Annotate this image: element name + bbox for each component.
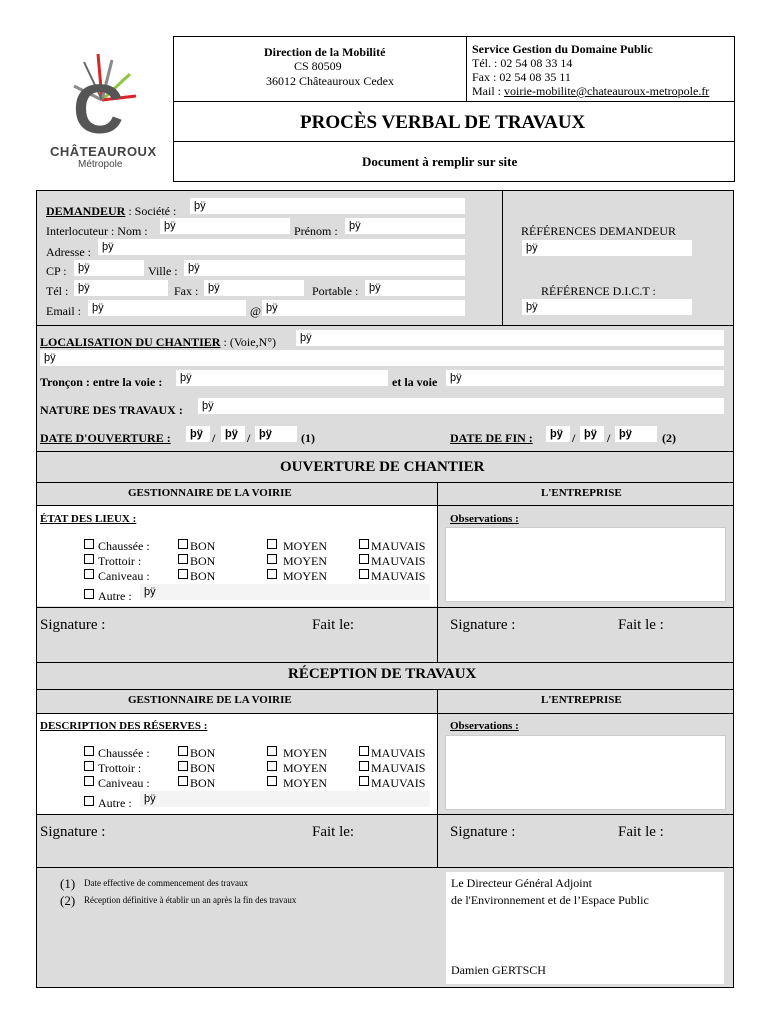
troncon-field-1[interactable]: þÿ	[176, 370, 388, 386]
direction-cs: CS 80509	[294, 59, 342, 73]
service-fax: Fax : 02 54 08 35 11	[472, 70, 571, 84]
prenom-field[interactable]: þÿ	[345, 218, 465, 234]
voie-field-2[interactable]: þÿ	[40, 350, 724, 366]
ouv-trottoir-moyen[interactable]	[267, 554, 277, 564]
mauvais-label: MAUVAIS	[371, 539, 426, 553]
director-name: Damien GERTSCH	[451, 963, 546, 977]
localisation-label: LOCALISATION DU CHANTIER : (Voie,N°)	[40, 335, 277, 349]
bon-label: BON	[190, 776, 216, 790]
date-ouverture-day[interactable]: þÿ	[186, 426, 210, 442]
nom-field[interactable]: þÿ	[160, 218, 290, 234]
portable-field[interactable]: þÿ	[365, 280, 465, 296]
troncon-field-2[interactable]: þÿ	[446, 370, 724, 386]
footnote-2-text: Réception définitive à établir un an après la fin des travaux	[84, 895, 297, 905]
ouv-autre-checkbox[interactable]	[84, 589, 94, 599]
mauvais-label: MAUVAIS	[371, 569, 426, 583]
note1-ref: (1)	[301, 431, 315, 445]
director-title-2: de l'Environnement et de l’Espace Public	[451, 893, 649, 907]
email-field[interactable]: þÿ	[88, 300, 246, 316]
direction-title: Direction de la Mobilité	[264, 45, 386, 59]
ouv-signature-label: Signature :	[40, 617, 106, 633]
ouv-autre-label: Autre :	[98, 589, 132, 603]
ouv-chaussee-checkbox[interactable]	[84, 539, 94, 549]
tel-label: Tél :	[46, 284, 69, 298]
rec-fait-le-label: Fait le:	[312, 824, 355, 840]
troncon-label: Tronçon : entre la voie :	[40, 375, 163, 389]
rec-autre-checkbox[interactable]	[84, 796, 94, 806]
logo	[40, 40, 165, 175]
ville-label: Ville :	[148, 264, 178, 278]
ouverture-observations-field[interactable]	[445, 527, 726, 602]
date-fin-label: DATE DE FIN :	[450, 431, 533, 445]
ouv-chaussee-label: Chaussée :	[98, 539, 150, 553]
service-mail	[472, 85, 709, 97]
bon-label: BON	[190, 539, 216, 553]
mauvais-label: MAUVAIS	[371, 746, 426, 760]
date-ouverture-year[interactable]: þÿ	[255, 426, 297, 442]
rec-chaussee-mauvais[interactable]	[359, 746, 369, 756]
interlocuteur-label: Interlocuteur : Nom :	[46, 224, 148, 238]
rec-caniveau-checkbox[interactable]	[84, 776, 94, 786]
ouv-autre-field[interactable]: þÿ	[140, 584, 430, 600]
ouv-caniveau-mauvais[interactable]	[359, 569, 369, 579]
adresse-label: Adresse :	[46, 245, 91, 259]
bon-label: BON	[190, 569, 216, 583]
ref-dict-field[interactable]: þÿ	[522, 299, 692, 315]
service-mail-label: Mail :	[472, 84, 504, 98]
ouv-chaussee-mauvais[interactable]	[359, 539, 369, 549]
rec-caniveau-mauvais[interactable]	[359, 776, 369, 786]
rec-chaussee-checkbox[interactable]	[84, 746, 94, 756]
adresse-field[interactable]: þÿ	[98, 239, 465, 255]
rec-trottoir-mauvais[interactable]	[359, 761, 369, 771]
rec-autre-field[interactable]: þÿ	[140, 791, 430, 807]
ref-dict-label: RÉFÉRENCE D.I.C.T :	[541, 284, 656, 298]
prenom-label: Prénom :	[294, 224, 338, 238]
ville-field[interactable]: þÿ	[184, 260, 465, 276]
societe-field[interactable]: þÿ	[190, 198, 465, 214]
note2-ref: (2)	[662, 431, 676, 445]
ref-demandeur-label: RÉFÉRENCES DEMANDEUR	[521, 224, 677, 238]
rec-chaussee-bon[interactable]	[178, 746, 188, 756]
rec-trottoir-checkbox[interactable]	[84, 761, 94, 771]
ouv-trottoir-label: Trottoir :	[98, 554, 142, 568]
service-mail-link[interactable]: voirie-mobilite@chateauroux-metropole.fr	[504, 84, 710, 98]
reception-title: RÉCEPTION DE TRAVAUX	[288, 666, 477, 682]
bon-label: BON	[190, 746, 216, 760]
mauvais-label: MAUVAIS	[371, 776, 426, 790]
reception-gestionnaire: GESTIONNAIRE DE LA VOIRIE	[128, 694, 292, 706]
date-slash: /	[607, 431, 611, 445]
rec-trottoir-label: Trottoir :	[98, 761, 142, 775]
ouverture-entreprise: L'ENTREPRISE	[541, 487, 622, 499]
ouv-trottoir-checkbox[interactable]	[84, 554, 94, 564]
bon-label: BON	[190, 761, 216, 775]
nature-field[interactable]: þÿ	[198, 398, 724, 414]
bon-label: BON	[190, 554, 216, 568]
ouv-chaussee-moyen[interactable]	[267, 539, 277, 549]
reception-observations-label: Observations :	[450, 720, 519, 732]
rec-trottoir-bon[interactable]	[178, 761, 188, 771]
description-reserves-label: DESCRIPTION DES RÉSERVES :	[40, 720, 208, 732]
rec-caniveau-bon[interactable]	[178, 776, 188, 786]
moyen-label: MOYEN	[283, 569, 327, 583]
cp-label: CP :	[46, 264, 67, 278]
email-label: Email :	[46, 304, 81, 318]
date-fin-year[interactable]: þÿ	[615, 426, 657, 442]
ouv-fait-le2-label: Fait le :	[618, 617, 664, 633]
mauvais-label: MAUVAIS	[371, 554, 426, 568]
rec-autre-label: Autre :	[98, 796, 132, 810]
service-tel: Tél. : 02 54 08 33 14	[472, 56, 573, 70]
fax-field[interactable]: þÿ	[204, 280, 304, 296]
ouv-trottoir-mauvais[interactable]	[359, 554, 369, 564]
logo-name: CHÂTEAUROUX	[50, 144, 157, 159]
email-at: @	[250, 304, 262, 318]
et-la-voie-label: et la voie	[392, 375, 438, 389]
logo-sub: Métropole	[78, 159, 123, 170]
demandeur-label: DEMANDEUR : Société :	[46, 204, 177, 218]
rec-chaussee-label: Chaussée :	[98, 746, 150, 760]
moyen-label: MOYEN	[283, 761, 327, 775]
mauvais-label: MAUVAIS	[371, 761, 426, 775]
rec-chaussee-moyen[interactable]	[267, 746, 277, 756]
date-fin-month[interactable]: þÿ	[580, 426, 604, 442]
ouv-caniveau-label: Caniveau :	[98, 569, 150, 583]
footnote-1-num: (1)	[60, 876, 76, 891]
reception-entreprise: L'ENTREPRISE	[541, 694, 622, 706]
ref-demandeur-field[interactable]: þÿ	[522, 240, 692, 256]
service-title: Service Gestion du Domaine Public	[472, 42, 653, 56]
ouv-signature2-label: Signature :	[450, 617, 516, 633]
ouv-caniveau-bon[interactable]	[178, 569, 188, 579]
tel-field[interactable]: þÿ	[74, 280, 168, 296]
director-title-1: Le Directeur Général Adjoint	[451, 876, 592, 890]
ouverture-observations-label: Observations :	[450, 513, 519, 525]
ouv-caniveau-moyen[interactable]	[267, 569, 277, 579]
portable-label: Portable :	[312, 284, 359, 298]
moyen-label: MOYEN	[283, 554, 327, 568]
moyen-label: MOYEN	[283, 776, 327, 790]
rec-trottoir-moyen[interactable]	[267, 761, 277, 771]
date-slash: /	[572, 431, 576, 445]
reception-observations-field[interactable]	[445, 735, 726, 810]
rec-caniveau-moyen[interactable]	[267, 776, 277, 786]
ouv-trottoir-bon[interactable]	[178, 554, 188, 564]
ouv-fait-le-label: Fait le:	[312, 617, 355, 633]
footnote-2-num: (2)	[60, 893, 76, 908]
footnote-1-text: Date effective de commencement des travaux	[84, 878, 249, 888]
rec-fait-le2-label: Fait le :	[618, 824, 664, 840]
ouverture-title: OUVERTURE DE CHANTIER	[280, 459, 485, 475]
moyen-label: MOYEN	[283, 746, 327, 760]
date-slash: /	[212, 431, 216, 445]
date-ouverture-month[interactable]: þÿ	[221, 426, 245, 442]
rec-signature2-label: Signature :	[450, 824, 516, 840]
date-slash: /	[247, 431, 251, 445]
ouv-caniveau-checkbox[interactable]	[84, 569, 94, 579]
rec-caniveau-label: Caniveau :	[98, 776, 150, 790]
voie-field[interactable]: þÿ	[296, 330, 724, 346]
doc-subtitle: Document à remplir sur site	[362, 154, 518, 169]
nature-label: NATURE DES TRAVAUX :	[40, 403, 183, 417]
moyen-label: MOYEN	[283, 539, 327, 553]
etat-lieux-label: ÉTAT DES LIEUX :	[40, 513, 137, 525]
rec-signature-label: Signature :	[40, 824, 106, 840]
logo-letter: C	[73, 70, 124, 148]
email-domain-field[interactable]: þÿ	[262, 300, 465, 316]
direction-city: 36012 Châteauroux Cedex	[266, 74, 394, 88]
ouverture-gestionnaire: GESTIONNAIRE DE LA VOIRIE	[128, 487, 292, 499]
ouv-chaussee-bon[interactable]	[178, 539, 188, 549]
date-fin-day[interactable]: þÿ	[546, 426, 570, 442]
date-ouverture-label: DATE D'OUVERTURE :	[40, 431, 171, 445]
cp-field[interactable]: þÿ	[74, 260, 144, 276]
doc-title: PROCÈS VERBAL DE TRAVAUX	[300, 112, 586, 133]
fax-label: Fax :	[174, 284, 199, 298]
